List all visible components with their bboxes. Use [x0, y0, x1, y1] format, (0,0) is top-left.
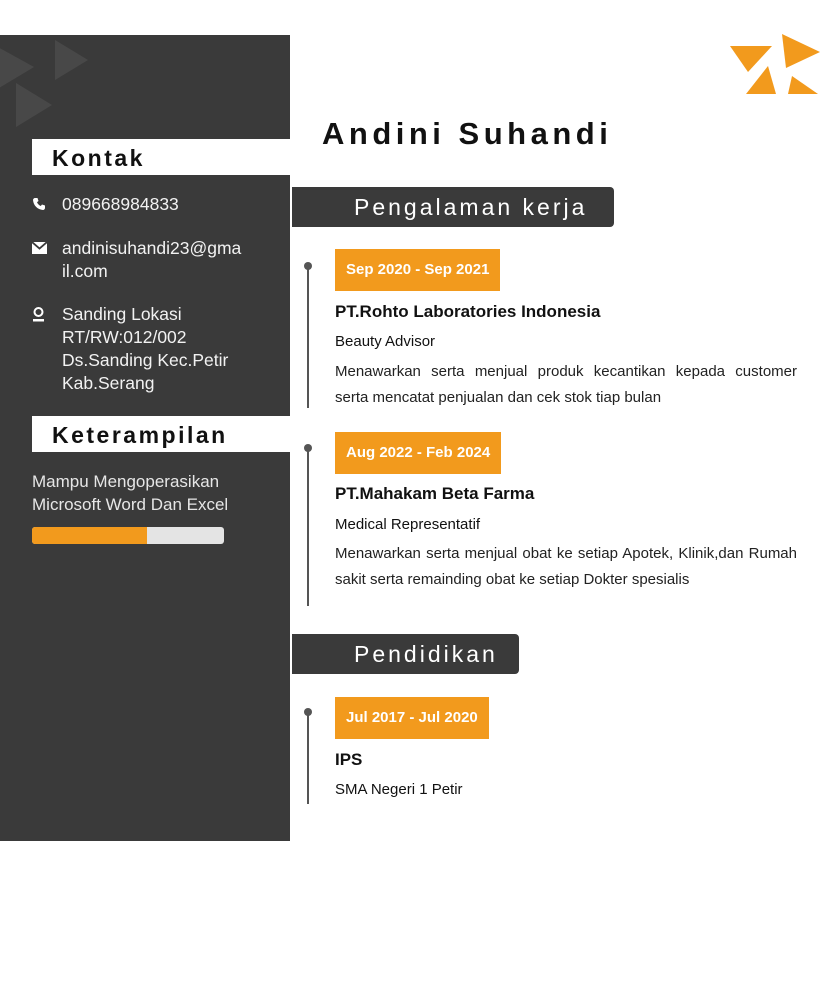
sidebar	[0, 35, 290, 841]
job-role: Medical Representatif	[335, 516, 481, 533]
timeline-dot	[304, 444, 312, 452]
triangle-decoration	[0, 35, 120, 145]
job-description: Menawarkan serta menjual produk kecantikan kepada customer serta mencatat penjualan dan cek stok tiap bulan	[335, 363, 797, 406]
skills-heading: Keterampilan	[32, 416, 290, 452]
address-line: Sanding Lokasi	[62, 304, 182, 324]
email-line-1: andinisuhandi23@gma	[62, 238, 242, 258]
location-icon	[32, 303, 62, 395]
company-name: PT.Rohto Laboratories Indonesia	[335, 302, 601, 321]
address-line: RT/RW:012/002	[62, 327, 187, 347]
date-badge: Aug 2022 - Feb 2024	[335, 432, 501, 474]
contact-address	[32, 303, 272, 395]
date-badge: Jul 2017 - Jul 2020	[335, 697, 489, 739]
job-role: Beauty Advisor	[335, 333, 436, 350]
timeline-line	[307, 448, 309, 606]
phone-number: 089668984833	[62, 194, 179, 214]
skill-description	[32, 470, 272, 516]
contact-heading: Kontak	[32, 139, 290, 175]
date-badge: Sep 2020 - Sep 2021	[335, 249, 500, 291]
address	[62, 303, 228, 395]
experience-heading: Pengalaman kerja	[292, 187, 614, 227]
brand-logo	[726, 32, 822, 102]
mail-icon	[32, 237, 62, 283]
contact-phone	[32, 193, 272, 216]
skill-line: Microsoft Word Dan Excel	[32, 495, 229, 514]
skill-line: Mampu Mengoperasikan	[32, 472, 220, 491]
address-line: Kab.Serang	[62, 373, 155, 393]
school-name: SMA Negeri 1 Petir	[335, 781, 463, 798]
email-address	[62, 237, 241, 283]
timeline-line	[307, 712, 309, 804]
address-line: Ds.Sanding Kec.Petir	[62, 350, 229, 370]
timeline-dot	[304, 262, 312, 270]
phone-icon	[32, 193, 62, 216]
contact-email	[32, 237, 272, 283]
email-line-2: il.com	[62, 261, 108, 281]
skill-level-fill	[32, 527, 147, 544]
skill-level-bar	[32, 527, 224, 544]
person-name: Andini Suhandi	[322, 116, 613, 151]
job-description: Menawarkan serta menjual obat ke setiap Apotek, Klinik,dan Rumah sakit serta remainding obat ke setiap Dokter spesialis	[335, 545, 797, 588]
timeline-line	[307, 266, 309, 408]
education-heading: Pendidikan	[292, 634, 519, 674]
timeline-dot	[304, 708, 312, 716]
education-major: IPS	[335, 750, 363, 769]
company-name: PT.Mahakam Beta Farma	[335, 484, 535, 503]
